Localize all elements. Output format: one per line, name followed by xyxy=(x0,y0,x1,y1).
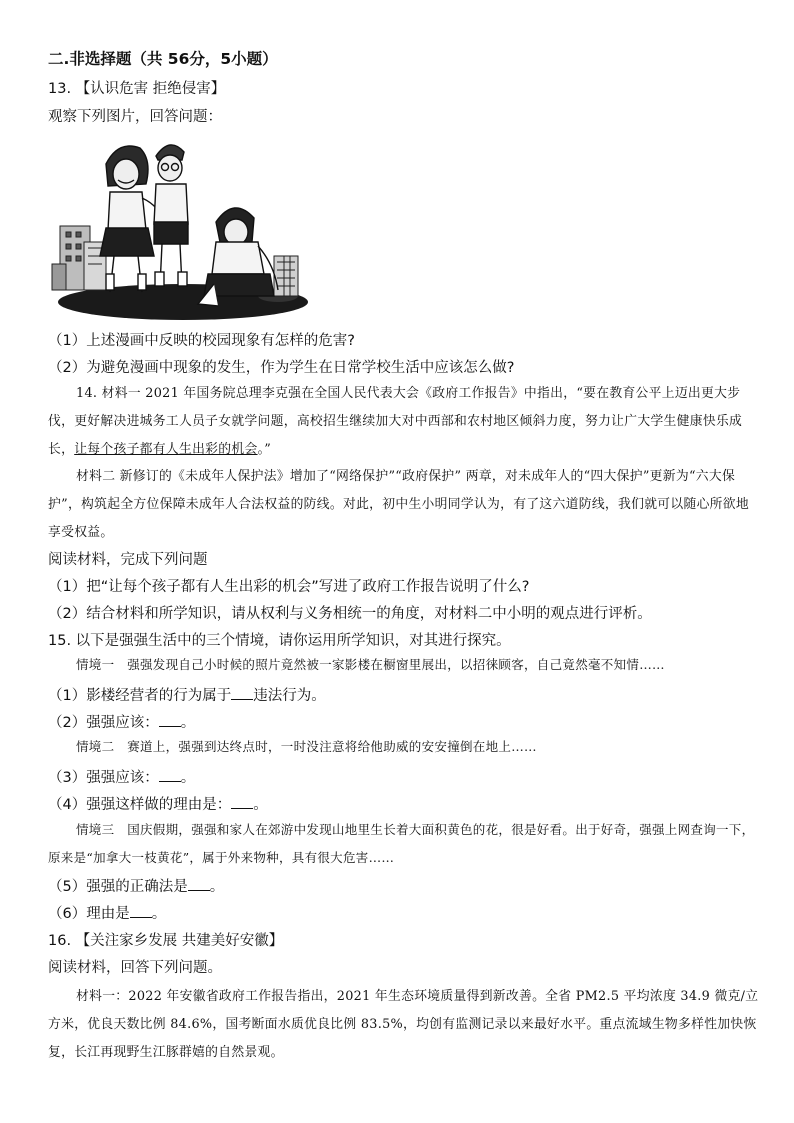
buildings-left xyxy=(52,226,106,290)
q13-title: 13. 【认识危害 拒绝侵害】 xyxy=(48,81,226,97)
q14-material-1-end: 。” xyxy=(257,442,272,457)
answer-blank xyxy=(231,685,253,700)
q15-sub2: （2）强强应该： 。 xyxy=(48,712,195,733)
q16-instruction: 阅读材料，回答下列问题。 xyxy=(48,960,222,976)
answer-blank xyxy=(188,876,210,891)
bullying-cartoon-image xyxy=(48,134,310,326)
q15-sub6: （6）理由是 。 xyxy=(48,903,166,924)
q14-instruction: 阅读材料，完成下列问题 xyxy=(48,552,208,568)
q15-sub1: （1）影楼经营者的行为属于 违法行为。 xyxy=(48,685,326,706)
q14-material-1-text: 14. 材料一 2021 年国务院总理李克强在全国人民代表大会《政府工作报告》中指出，“要在教育公平上迈出更大步伐，更好解决进城务工人员子女就学问题，高校招生继续加大对中西部和农村地区倾斜力度，努力让广大学生健康快乐成长， xyxy=(48,386,743,457)
answer-blank xyxy=(159,712,181,727)
q15-sub3: （3）强强应该： 。 xyxy=(48,767,195,788)
q15-sub4: （4）强强这样做的理由是： 。 xyxy=(48,794,268,815)
answer-blank xyxy=(231,794,253,809)
q16-material-1: 材料一：2022 年安徽省政府工作报告指出，2021 年生态环境质量得到新改善。全省 PM2.5 平均浓度 34.9 微克/立方米，优良天数比例 84.6%，国考断面水质优良比例 83.5%，均创有监测记录以来最好水平。重点流域生物多样性加快恢复，长江再现野生江豚群嬉的自然景观。 xyxy=(48,989,759,1060)
sitting-girl-figure xyxy=(198,208,278,306)
q15-title: 15. 以下是强强生活中的三个情境，请你运用所学知识，对其进行探究。 xyxy=(48,633,511,649)
q13-sub2: （2）为避免漫画中现象的发生，作为学生在日常学校生活中应该怎么做? xyxy=(48,360,515,376)
answer-blank xyxy=(130,903,152,918)
answer-blank xyxy=(159,767,181,782)
q15-sub5: （5）强强的正确法是 。 xyxy=(48,876,224,897)
standing-boy-figure xyxy=(154,145,188,286)
q14-material-2 xyxy=(48,463,760,547)
q14-material-1-underlined: 让每个孩子都有人生出彩的机会 xyxy=(74,442,258,457)
q15-scenario-2: 情境二 赛道上，强强到达终点时，一时没注意将给他助威的安安撞倒在地上…… xyxy=(76,739,537,754)
q13-sub1: （1）上述漫画中反映的校园现象有怎样的危害? xyxy=(48,333,355,349)
q14-sub1: （1）把“让每个孩子都有人生出彩的机会”写进了政府工作报告说明了什么? xyxy=(48,579,530,595)
q14-sub2: （2）结合材料和所学知识，请从权利与义务相统一的角度，对材料二中小明的观点进行评析。 xyxy=(48,606,652,622)
q16-title: 16. 【关注家乡发展 共建美好安徽】 xyxy=(48,933,284,949)
q13-instruction: 观察下列图片，回答问题： xyxy=(48,109,222,125)
q14-material-1 xyxy=(48,380,760,464)
q14-material-2-text: 材料二 新修订的《未成年人保护法》增加了“网络保护”“政府保护” 两章，对未成年人的“四大保护”更新为“六大保护”，构筑起全方位保障未成年人合法权益的防线。对此，初中生小明同学认为，有了这六道防线，我们就可以随心所欲地享受权益。 xyxy=(48,469,749,540)
q15-scenario-1: 情境一 强强发现自己小时候的照片竟然被一家影楼在橱窗里展出，以招徕顾客，自己竟然毫不知情…… xyxy=(76,657,665,672)
section-title: 二.非选择题（共 56分，5小题） xyxy=(48,50,278,68)
q15-scenario-3: 情境三 国庆假期，强强和家人在郊游中发现山地里生长着大面积黄色的花，很是好看。出于好奇，强强上网查询一下，原来是“加拿大一枝黄花”，属于外来物种，具有很大危害…… xyxy=(48,822,755,865)
